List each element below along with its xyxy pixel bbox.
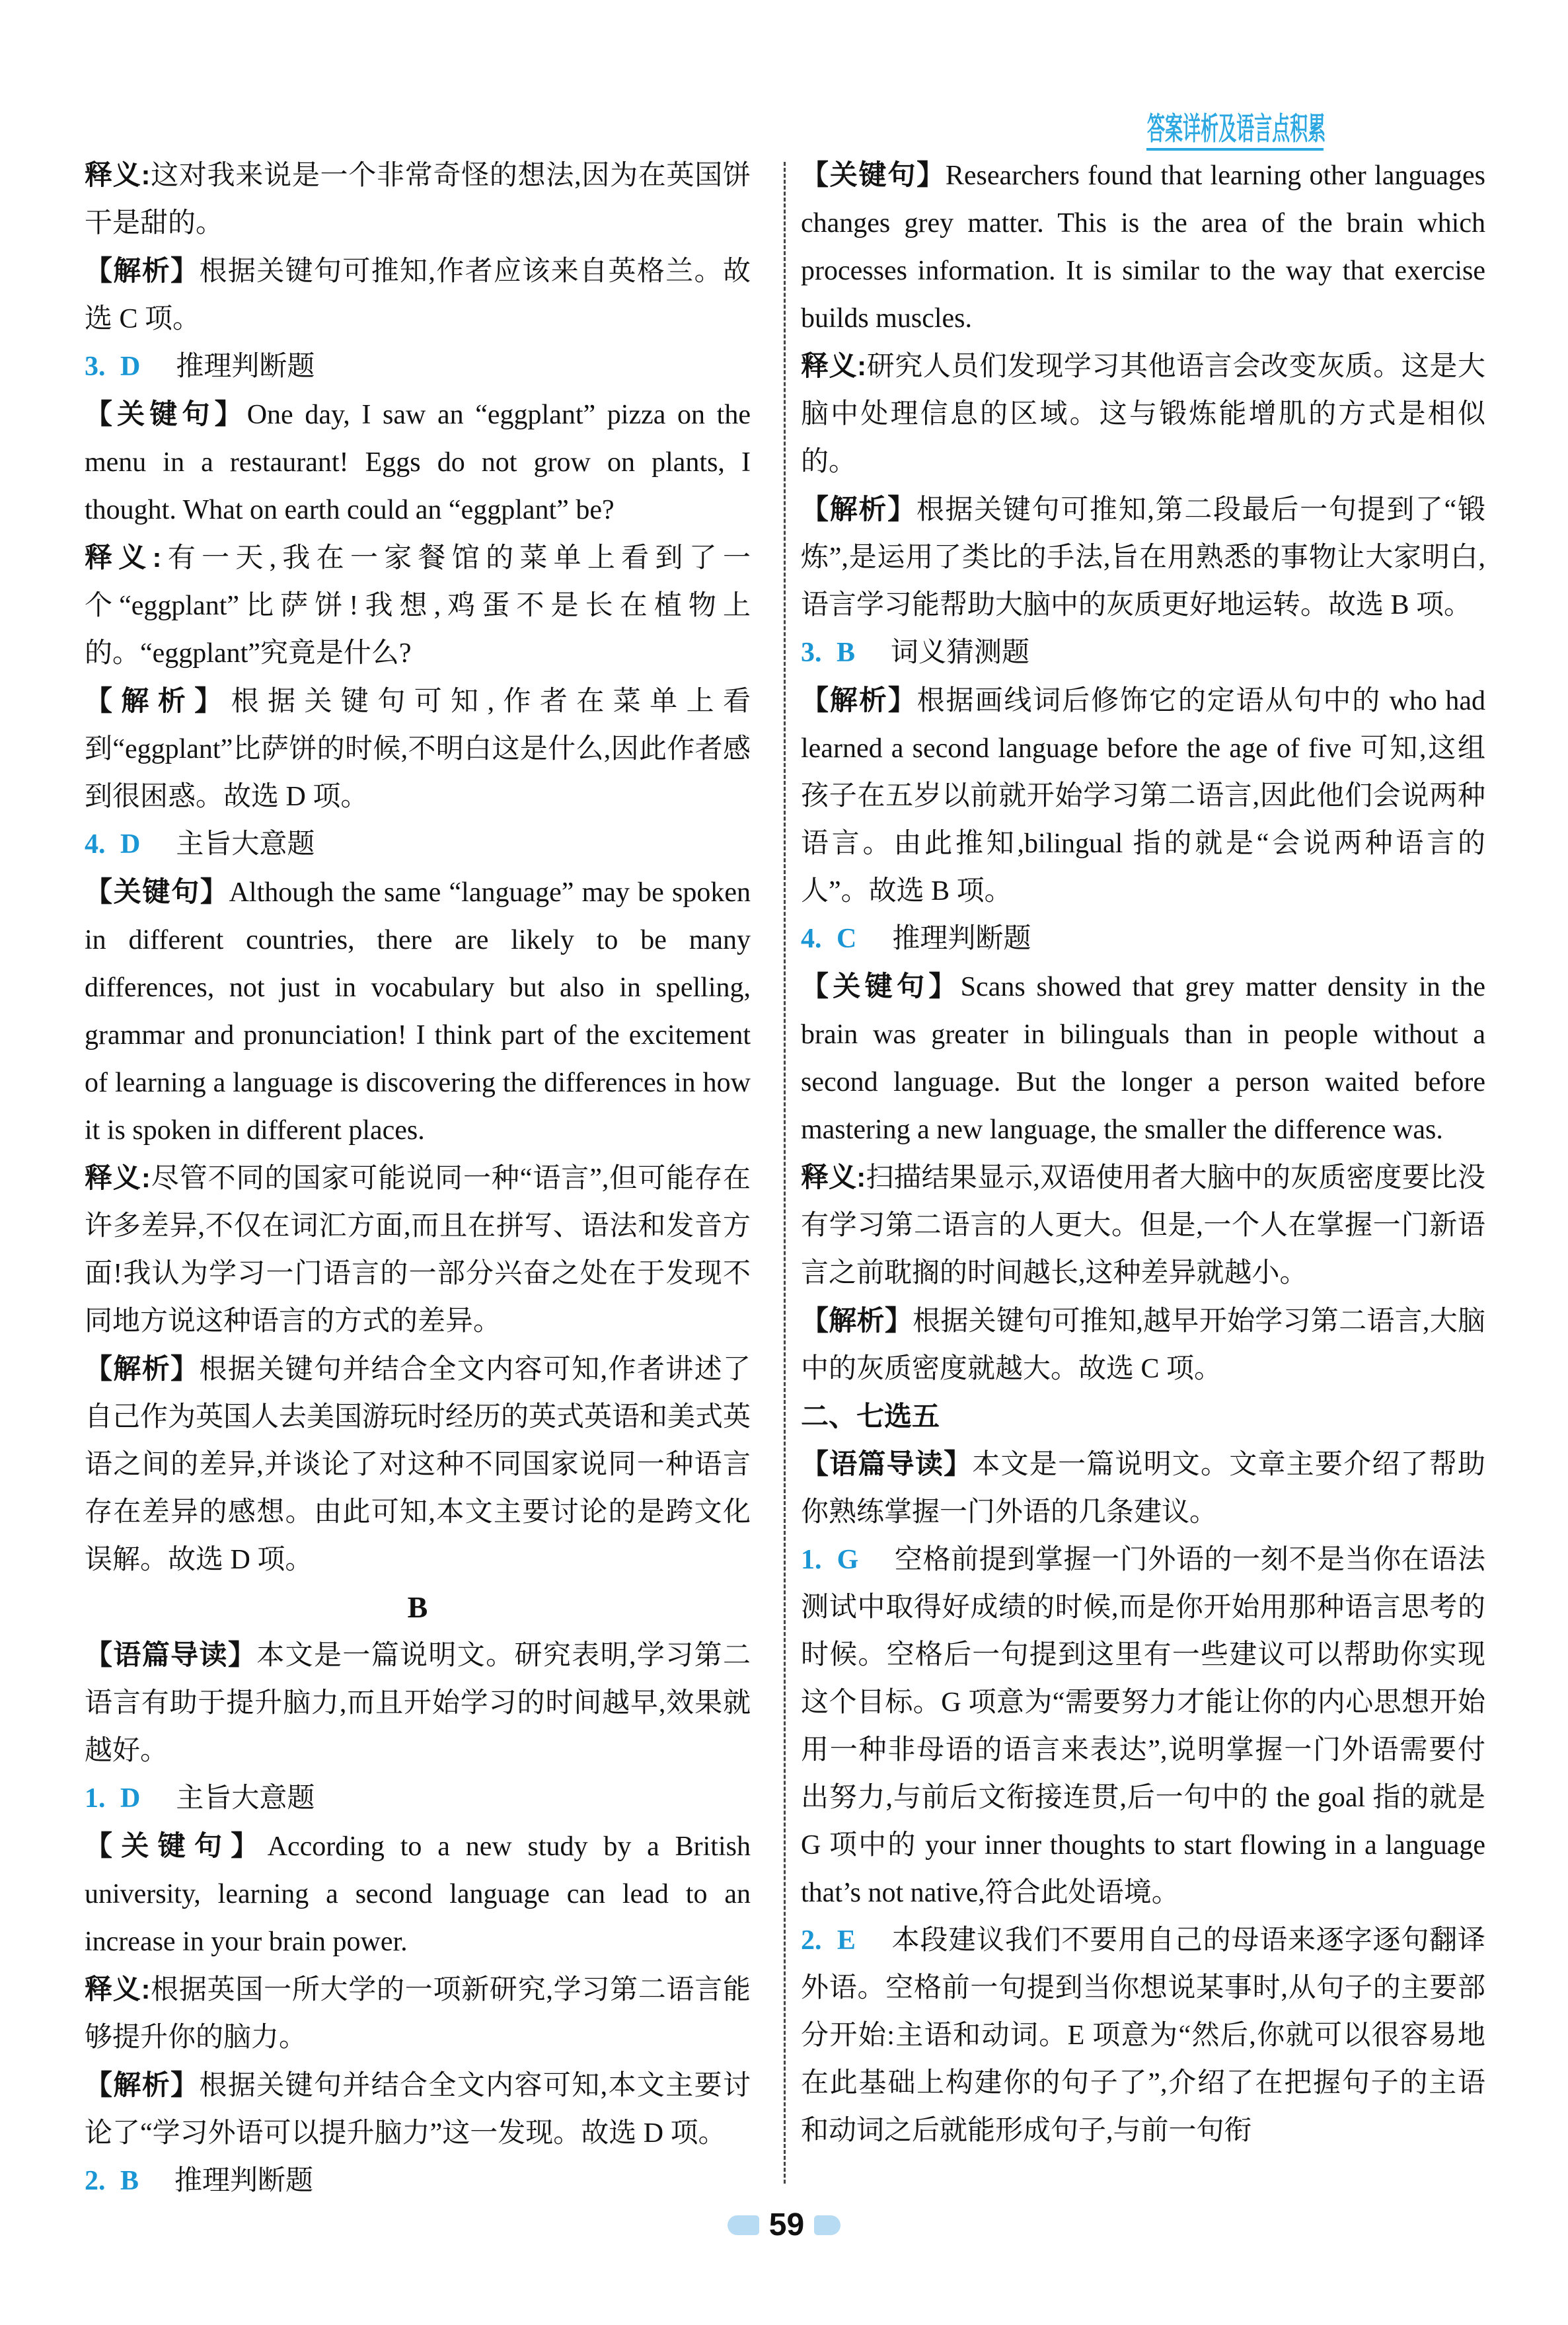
- passage-heading: B: [407, 1590, 428, 1624]
- analysis-paragraph: [85, 1154, 751, 1345]
- paragraph-text: Scans showed that grey matter density in the brain was greater in bilinguals than in people without a second language. But the longer a person waited before mastering a new language, the smaller the difference was.: [801, 972, 1485, 1145]
- analysis-paragraph: [85, 1631, 751, 1775]
- analysis-paragraph: [85, 1966, 751, 2061]
- analysis-paragraph: [85, 390, 751, 534]
- answer-item-text: 主旨大意题: [176, 829, 315, 860]
- header-underline: [1146, 148, 1324, 151]
- analysis-paragraph: [85, 868, 751, 1154]
- page-number: 59: [768, 2207, 805, 2242]
- answer-item-text: 空格前提到掌握一门外语的一刻不是当你在语法测试中取得好成绩的时候,而是你开始用那种语言思考的时候。空格后一句提到这里有一些建议可以帮助你实现这个目标。G 项意为“需要努力才能让你的内心思想开始用一种非母语的语言来表达”,说明掌握一门外语需要付出努力,与前后文衔接连贯,后一句中的 the goal 指的就是 G 项中的 your inner thoughts to start flowing in a language that’s not native,符合此处语境。: [801, 1545, 1485, 1908]
- analysis-paragraph: [85, 677, 751, 821]
- analysis-paragraph: [801, 677, 1485, 915]
- paragraph-text: 尽管不同的国家可能说同一种“语言”,但可能存在许多差异,不仅在词汇方面,而且在拼写、语法和发音方面!我认为学习一门语言的一部分兴奋之处在于发现不同地方说这种语言的方式的差异。: [85, 1163, 751, 1337]
- answer-item-text: 推理判断题: [176, 351, 315, 382]
- analysis-paragraph: [801, 486, 1485, 629]
- answer-item: [801, 629, 1485, 677]
- paragraph-label: 【关键句】: [801, 971, 961, 1002]
- paragraph-label: 【解析】: [85, 1353, 200, 1384]
- paragraph-label: 【解析】: [801, 684, 917, 716]
- analysis-paragraph: [801, 963, 1485, 1154]
- page-header-title: [1147, 112, 1458, 145]
- paragraph-text: 根据关键句可知,作者在菜单上看到“eggplant”比萨饼的时候,不明白这是什么,因此作者感到很困惑。故选 D 项。: [85, 686, 751, 812]
- analysis-paragraph: [85, 1345, 751, 1584]
- analysis-paragraph: [801, 151, 1485, 342]
- paragraph-label: 【关键句】: [85, 1830, 268, 1861]
- analysis-paragraph: [85, 534, 751, 677]
- paragraph-label: 【关键句】: [801, 159, 946, 190]
- analysis-paragraph: [85, 247, 751, 343]
- question-number: 1. D: [85, 1783, 141, 1814]
- question-number: 2. B: [85, 2166, 139, 2196]
- paragraph-label: 【语篇导读】: [85, 1639, 257, 1670]
- paragraph-label: 释义:: [801, 1162, 866, 1193]
- footer-right-pill: [814, 2215, 840, 2235]
- paragraph-label: 【解析】: [801, 494, 916, 525]
- paragraph-text: 这对我来说是一个非常奇怪的想法,因为在英国饼干是甜的。: [85, 161, 751, 239]
- answer-item: [801, 1536, 1485, 1917]
- paragraph-text: 根据关键句并结合全文内容可知,本文主要讨论了“学习外语可以提升脑力”这一发现。故选 D 项。: [85, 2071, 751, 2149]
- paragraph-text: According to a new study by a British university, learning a second language can lead to an increase in your brain power.: [85, 1831, 751, 1957]
- answer-item: [85, 1775, 751, 1822]
- paragraph-text: 根据关键句可推知,越早开始学习第二语言,大脑中的灰质密度就越大。故选 C 项。: [801, 1306, 1485, 1384]
- paragraph-text: 本文是一篇说明文。研究表明,学习第二语言有助于提升脑力,而且开始学习的时间越早,效果就越好。: [85, 1641, 751, 1766]
- paragraph-label: 【关键句】: [85, 876, 229, 907]
- paragraph-label: 释义:: [85, 1974, 151, 2005]
- answer-item-text: 推理判断题: [174, 2166, 314, 2196]
- answer-item: [801, 915, 1485, 963]
- paragraph-label: 【解析】: [85, 2069, 200, 2100]
- analysis-paragraph: [801, 1440, 1485, 1536]
- analysis-paragraph: [801, 342, 1485, 486]
- answer-item-text: 主旨大意题: [176, 1783, 315, 1814]
- paragraph-text: 根据关键句可推知,作者应该来自英格兰。故选 C 项。: [85, 256, 751, 334]
- paragraph-label: 释义:: [85, 542, 162, 573]
- question-number: 1. G: [801, 1545, 859, 1575]
- question-number: 2. E: [801, 1925, 856, 1956]
- answer-item: [801, 1917, 1485, 2155]
- paragraph-text: 根据英国一所大学的一项新研究,学习第二语言能够提升你的脑力。: [85, 1975, 751, 2053]
- section-heading: 二、七选五: [801, 1401, 940, 1432]
- answer-item-text: 词义猜测题: [891, 638, 1030, 668]
- answer-item-text: 推理判断题: [892, 924, 1031, 954]
- paragraph-text: One day, I saw an “eggplant” pizza on the menu in a restaurant! Eggs do not grow on plants, I thought. What on earth could an “eggplant” be?: [85, 400, 751, 525]
- paragraph-text: 根据画线词后修饰它的定语从句中的 who had learned a second language before the age of five 可知,这组孩子在五岁以前就开始学习第二语言,因此他们会说两种语言。由此推知,bilingual 指的就是“会说两种语言的人”。故选 B 项。: [801, 686, 1485, 906]
- page-footer: [0, 2209, 1568, 2241]
- answer-item-text: 本段建议我们不要用自己的母语来逐字逐句翻译外语。空格前一句提到当你想说某事时,从句子的主要部分开始:主语和动词。E 项意为“然后,你就可以很容易地在此基础上构建你的句子了”,介绍了在把握句子的主语和动词之后就能形成句子,与前一句衔: [801, 1925, 1485, 2146]
- answer-item: [85, 2157, 751, 2205]
- analysis-paragraph: [801, 1154, 1485, 1297]
- footer-left-pill: [728, 2215, 759, 2235]
- analysis-paragraph: [801, 1297, 1485, 1393]
- paragraph-text: Researchers found that learning other languages changes grey matter. This is the area of the brain which processes information. It is similar to the way that exercise builds muscles.: [801, 161, 1485, 334]
- analysis-paragraph: [85, 2061, 751, 2157]
- question-number: 3. B: [801, 638, 856, 668]
- column-divider: [784, 162, 786, 2184]
- paragraph-text: 根据关键句并结合全文内容可知,作者讲述了自己作为英国人去美国游玩时经历的英式英语和美式英语之间的差异,并谈论了对这种不同国家说同一种语言存在差异的感想。由此可知,本文主要讨论的是跨文化误解。故选 D 项。: [85, 1354, 751, 1575]
- paragraph-text: 本文是一篇说明文。文章主要介绍了帮助你熟练掌握一门外语的几条建议。: [801, 1450, 1485, 1528]
- paragraph-label: 【解析】: [85, 685, 231, 716]
- analysis-paragraph: [85, 151, 751, 247]
- paragraph-label: 【解析】: [85, 255, 200, 286]
- paragraph-label: 释义:: [801, 350, 867, 381]
- paragraph-label: 【语篇导读】: [801, 1448, 973, 1479]
- answer-item: [85, 821, 751, 868]
- paragraph-label: 【解析】: [801, 1305, 913, 1336]
- question-number: 4. C: [801, 924, 857, 954]
- answer-item: [85, 343, 751, 390]
- paragraph-label: 释义:: [85, 1162, 151, 1193]
- paragraph-text: 根据关键句可推知,第二段最后一句提到了“锻炼”,是运用了类比的手法,旨在用熟悉的事物让大家明白,语言学习能帮助大脑中的灰质更好地运转。故选 B 项。: [801, 495, 1485, 620]
- paragraph-text: 有一天,我在一家餐馆的菜单上看到了一个“eggplant”比萨饼!我想,鸡蛋不是长在植物上的。“eggplant”究竟是什么?: [85, 543, 751, 669]
- paragraph-label: 【关键句】: [85, 398, 247, 429]
- right-column: [801, 151, 1485, 2155]
- analysis-paragraph: [85, 1822, 751, 1966]
- left-column: [85, 151, 751, 2205]
- question-number: 4. D: [85, 829, 141, 860]
- paragraph-text: 研究人员们发现学习其他语言会改变灰质。这是大脑中处理信息的区域。这与锻炼能增肌的方式是相似的。: [801, 351, 1485, 477]
- page-header-title-text: 答案详析及语言点积累: [1147, 111, 1326, 146]
- paragraph-text: Although the same “language” may be spoken in different countries, there are likely to be many differences, not just in vocabulary but also in spelling, grammar and pronunciation! I think part of the excitement of learning a language is discovering the differences in how it is spoken in different places.: [85, 877, 751, 1146]
- question-number: 3. D: [85, 351, 141, 382]
- paragraph-text: 扫描结果显示,双语使用者大脑中的灰质密度要比没有学习第二语言的人更大。但是,一个人在掌握一门新语言之前耽搁的时间越长,这种差异就越小。: [801, 1163, 1485, 1288]
- paragraph-label: 释义:: [85, 159, 151, 190]
